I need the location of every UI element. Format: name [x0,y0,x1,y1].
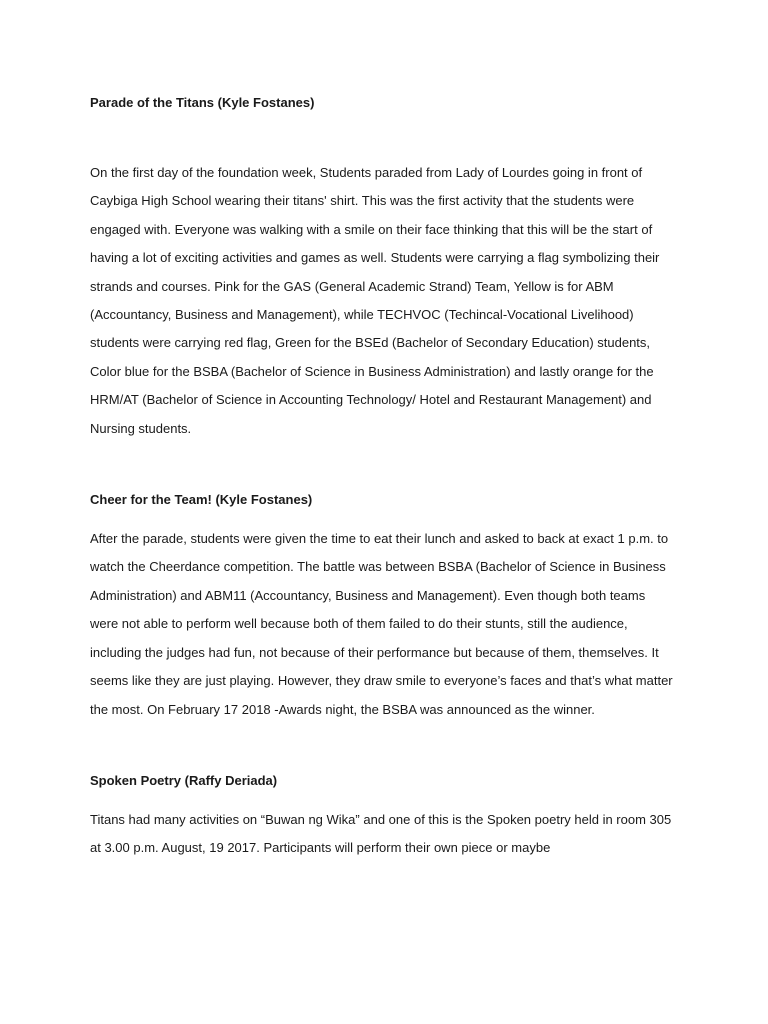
document-content [90,92,675,863]
section-heading-cheer: Cheer for the Team! (Kyle Fostanes) [90,492,313,508]
section-heading-parade: Parade of the Titans (Kyle Fostanes) [90,95,315,110]
section-body-parade: On the first day of the foundation week, Students paraded from Lady of Lourdes going in front of Caybiga High School wearing their titans' shirt. This was the first activity that the students were engaged with. Everyone was walking with a smile on their face thinking that this will be the start of having a lot of exciting activities and games as well. Students were carrying a flag symbolizing their strands and courses. Pink for the GAS (General Academic Strand) Team, Yellow is for ABM (Accountancy, Business and Management), while TECHVOC (Techincal-Vocational Livelihood) students were carrying red flag, Green for the BSEd (Bachelor of Secondary Education) students, Color blue for the BSBA (Bachelor of Science in Business Administration) and lastly orange for the HRM/AT (Bachelor of Science in Accounting Technology/ Hotel and Restaurant Management) and Nursing students. [90,165,660,436]
section-heading-spoken-poetry: Spoken Poetry (Raffy Deriada) [90,772,278,788]
section-body-cheer: After the parade, students were given the time to eat their lunch and asked to back at exact 1 p.m. to watch the Cheerdance competition. The battle was between BSBA (Bachelor of Science in Business Administration) and ABM11 (Accountancy, Business and Management). Even though both teams were not able to perform well because both of them failed to do their stunts, still the audience, including the judges had fun, not because of their performance but because of them, themselves. It seems like they are just playing. However, they draw smile to everyone’s faces and that’s what matter the most. On February 17 2018 -Awards night, the BSBA was announced as the winner. [90,531,673,717]
section-body-spoken-poetry: Titans had many activities on “Buwan ng Wika” and one of this is the Spoken poetry held in room 305 at 3.00 p.m. August, 19 2017. Participants will perform their own piece or maybe [90,811,672,856]
